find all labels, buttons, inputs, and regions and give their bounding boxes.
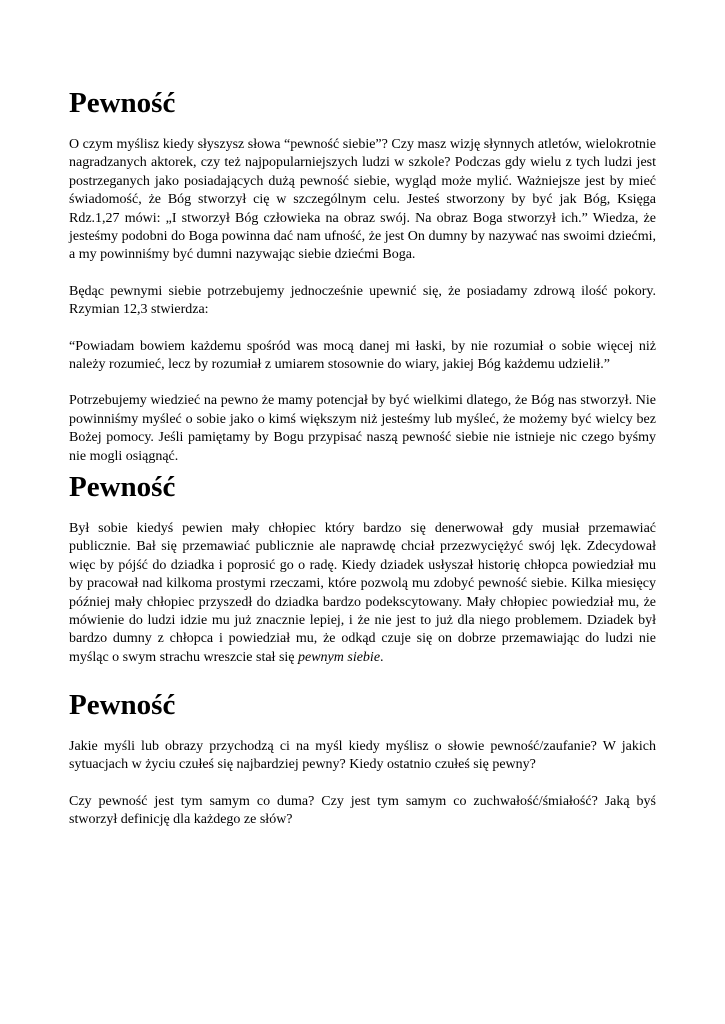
story-emphasis: pewnym siebie (298, 649, 381, 665)
section-story (69, 470, 656, 667)
paragraph: Potrzebujemy wiedzieć na pewno że mamy potencjał by być wielkimi dlatego, że Bóg nas stworzył. Nie powinniśmy myśleć o sobie jako o kimś większym niż jesteśmy lub myśleć, że możemy być wielcy bez Bożej pomocy. Jeśli pamiętamy by Bogu przypisać naszą pewność siebie nie istnieje nic czego byśmy nie mogli osiągnąć. (69, 393, 656, 464)
question-paragraph: Czy pewność jest tym samym co duma? Czy jest tym samym co zuchwałość/śmiałość? Jaką byś stworzył definicję dla każdego ze słów? (69, 793, 656, 828)
bible-quote: “Powiadam bowiem każdemu spośród was mocą danej mi łaski, by nie rozumiał o sobie więcej niż należy rozumieć, lecz by rozumiał z umiarem stosownie do wiary, jakiej Bóg każdemu udzielił.” (69, 338, 656, 373)
story-end: . (380, 649, 384, 665)
section-questions (69, 688, 656, 830)
paragraph: Będąc pewnymi siebie potrzebujemy jednocześnie upewnić się, że posiadamy zdrową ilość pokory. Rzymian 12,3 stwierdza: (69, 283, 656, 318)
paragraph: O czym myślisz kiedy słyszysz słowa “pewność siebie”? Czy masz wizję słynnych atletów, wielokrotnie nagradzanych aktorek, czy też najpopularniejszych ludzi w szkole? Podczas gdy wielu z tych ludzi jest postrzeganych jako posiadających dużą pewność siebie, wygląd może mylić. Ważniejsze jest by mieć świadomość, że Bóg stworzył cię w szczególnym celu. Jesteś stworzony by być jak Bóg, Księga Rdz.1,27 mówi: „I stworzył Bóg człowieka na obraz swój. Na obraz Boga stworzył ich.” Wiedza, że jesteśmy podobni do Boga powinna dać nam ufność, że jest On dumny by nazywać nas swoimi dziećmi, a my powinniśmy być dumni nazywając siebie dziećmi Boga. (69, 137, 656, 263)
section-intro (69, 86, 656, 466)
story-paragraph (69, 520, 656, 667)
section-heading: Pewność (69, 87, 176, 119)
section-heading: Pewność (69, 471, 176, 503)
question-paragraph: Jakie myśli lub obrazy przychodzą ci na myśl kiedy myślisz o słowie pewność/zaufanie? W jakich sytuacjach w życiu czułeś się najbardziej pewny? Kiedy ostatnio czułeś się pewny? (69, 739, 656, 773)
section-heading: Pewność (69, 689, 176, 721)
story-text: Był sobie kiedyś pewien mały chłopiec który bardzo się denerwował gdy musiał przemawiać publicznie. Bał się przemawiać publicznie ale naprawdę chciał przezwyciężyć swój lęk. Zdecydował więc by pójść do dziadka i poprosić go o radę. Kiedy dziadek usłyszał historię chłopca powiedział mu by pracował nad kilkoma prostymi rzeczami, które pozwolą mu zdobyć pewność siebie. Kilka miesięcy później mały chłopiec przyszedł do dziadka bardzo podekscytowany. Mały chłopiec powiedział mu, że mówienie do ludzi idzie mu już znacznie lepiej, i że nie jest to już dla niego problemem. Dziadek był bardzo dumny z chłopca i powiedział mu, że odkąd czuje się on dobrze przemawiając do ludzi nie myśląc o swym strachu wreszcie stał się (69, 521, 656, 665)
